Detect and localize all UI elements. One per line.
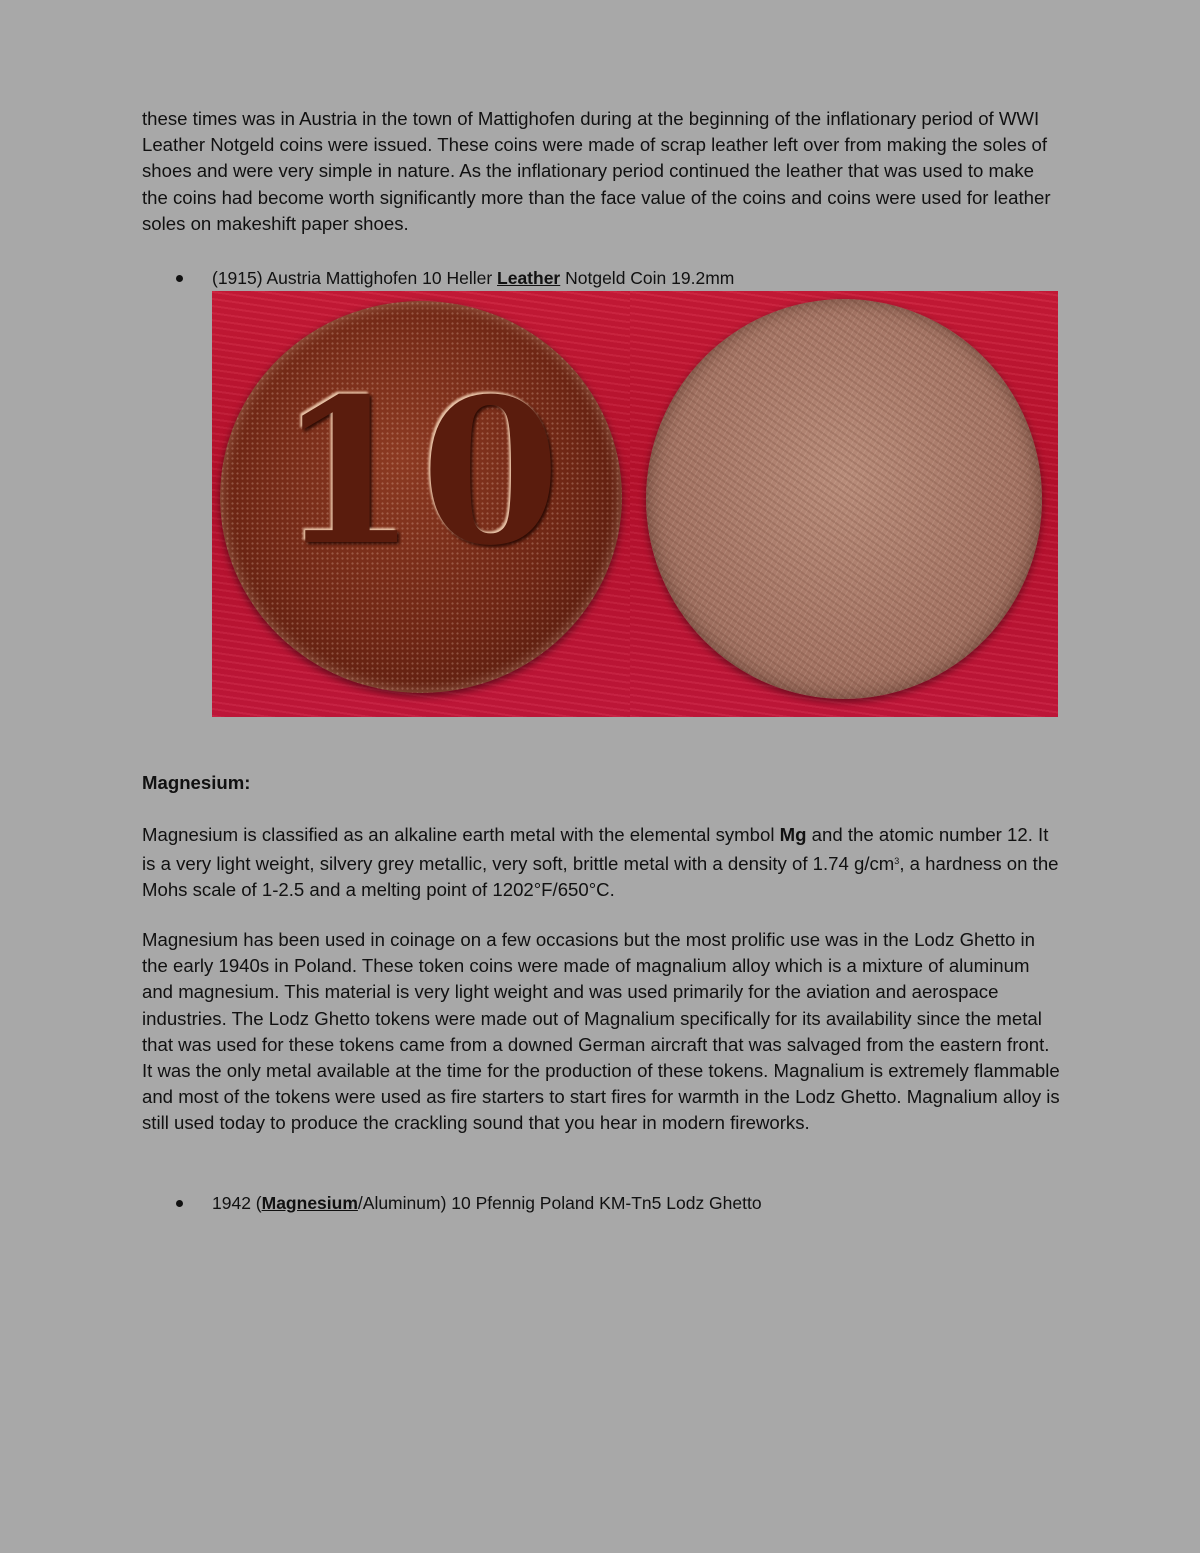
superscript-3: 3 <box>894 856 900 867</box>
para1-part2: and the atomic number 12. It is a very light weight, silvery grey metallic, very soft, brittle metal with a density of 1.74 g/cm <box>142 824 1049 875</box>
coin-reverse <box>646 299 1042 699</box>
leather-coin-photo <box>212 291 1058 717</box>
para1-part3: , a hardness on the Mohs scale of 1-2.5 and a melting point of 1202°F/650°C. <box>142 853 1059 901</box>
bullet-text-before: (1915) Austria Mattighofen 10 Heller <box>212 268 498 288</box>
bullet-icon <box>176 275 183 282</box>
coin-denomination: 10 <box>277 355 565 590</box>
magnesium-coin-bullet <box>142 1191 1130 1215</box>
bullet2-text-before: 1942 ( <box>212 1193 262 1213</box>
leather-link[interactable]: Leather <box>497 268 561 288</box>
magnesium-heading: Magnesium: <box>142 772 251 793</box>
bullet-icon <box>176 1200 183 1207</box>
coin-obverse-photo <box>212 291 630 717</box>
intro-paragraph: these times was in Austria in the town of Mattighofen during at the beginning of the inflationary period of WWI Leather Notgeld coins were issued. These coins were made of scrap leather left over from making the soles of shoes and were very simple in nature. As the inflationary period continued the leather that was used to make the coins had become worth significantly more than the face value of the coins and coins were used for leather soles on makeshift paper shoes. <box>142 108 1051 234</box>
coin-reverse-photo <box>630 291 1058 717</box>
magnesium-paragraph-1 <box>142 822 1060 904</box>
para1-part1: Magnesium is classified as an alkaline earth metal with the elemental symbol <box>142 824 780 845</box>
bullet-text-after: Notgeld Coin 19.2mm <box>560 268 735 288</box>
coin-obverse <box>220 301 622 693</box>
element-symbol: Mg <box>779 824 807 845</box>
magnesium-paragraph-2: Magnesium has been used in coinage on a few occasions but the most prolific use was in the Lodz Ghetto in the early 1940s in Poland. These token coins were made of magnalium alloy which is a mixture of aluminum and magnesium. This material is very light weight and was used primarily for the aviation and aerospace industries. The Lodz Ghetto tokens were made out of Magnalium specifically for its availability since the metal that was used for these tokens came from a downed German aircraft that was salvaged from the eastern front. It was the only metal available at the time for the production of these tokens. Magnalium is extremely flammable and most of the tokens were used as fire starters to start fires for warmth in the Lodz Ghetto. Magnalium alloy is still used today to produce the crackling sound that you hear in modern fireworks. <box>142 929 1060 1134</box>
magnesium-link[interactable]: Magnesium <box>261 1193 358 1213</box>
document-page <box>142 106 1062 1213</box>
bullet2-text-after: /Aluminum) 10 Pfennig Poland KM-Tn5 Lodz Ghetto <box>357 1193 762 1213</box>
leather-coin-bullet <box>142 266 1130 290</box>
